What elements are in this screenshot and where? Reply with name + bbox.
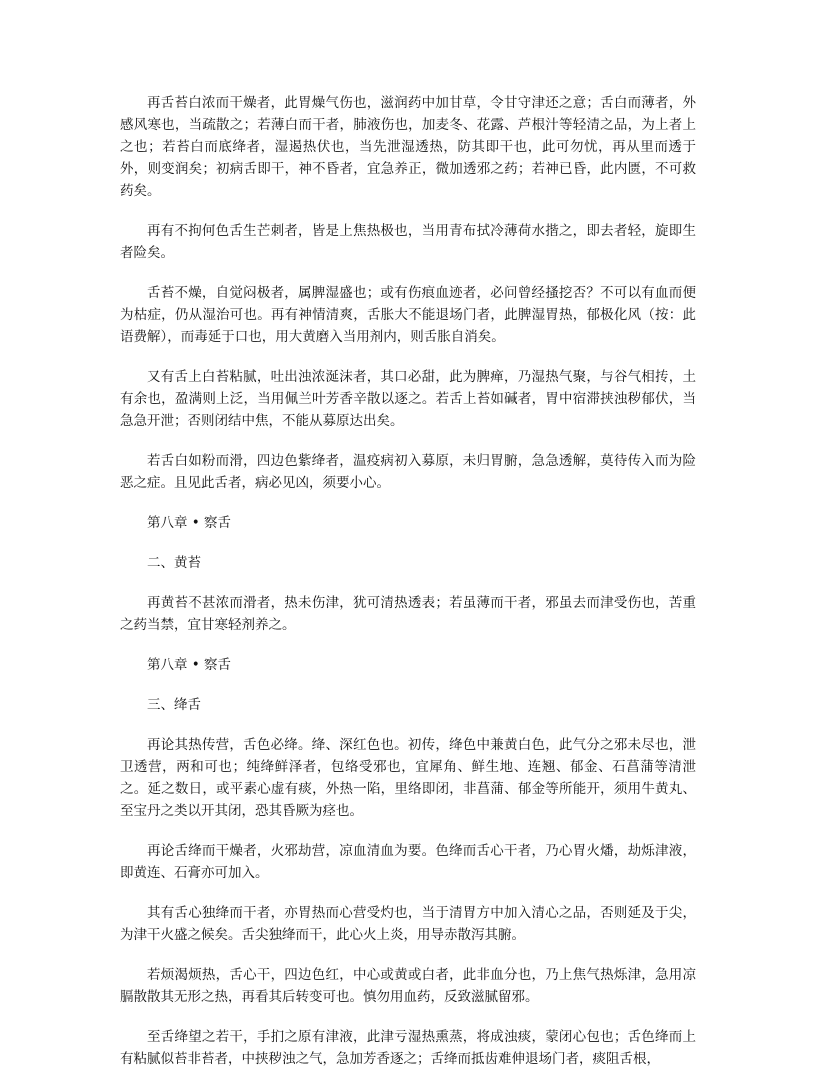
paragraph-sticky-white-coating: 又有舌上白苔粘腻，吐出浊浓涎沫者，其口必甜，此为脾瘅，乃湿热气聚，与谷气相抟，土有余也，盈满则上泛，当用佩兰叶芳香辛散以逐之。若舌上苔如碱者，胃中宿滞挟浊秽郁伏，当急急开泄；否则闭结中焦，不能从募原达出矣。 [120,369,696,429]
paragraph-white-coating-dry: 再舌苔白浓而干燥者，此胃燥气伤也，滋润药中加甘草，令甘守津还之意；舌白而薄者，外感风寒也，当疏散之；若薄白而干者，肺液伤也，加麦冬、花露、芦根汁等轻清之品，为上者上之也；若苔白而底绛者，湿遏热伏也，当先泄湿透热，防其即干也，此可勿忧，再从里而透于外，则变润矣；初病舌即干，神不昏者，宜急养正，微加透邪之药；若神已昏，此内匮，不可救药矣。 [120,95,696,199]
paragraph-crimson-center-dry: 其有舌心独绛而干者，亦胃热而心营受灼也，当于清胃方中加入清心之品，否则延及于尖，为津干火盛之候矣。舌尖独绛而干，此心火上炎，用导赤散泻其腑。 [120,905,696,943]
paragraph-heat-transmits-nutrient: 再论其热传营，舌色必绛。绛、深红色也。初传，绛色中兼黄白色，此气分之邪未尽也，泄卫透营，两和可也；纯绛鲜泽者，包络受邪也，宜犀角、鲜生地、连翘、郁金、石菖蒲等清泄之。延之数日，或平素心虚有痰，外热一陷，里络即闭，非菖蒲、郁金等所能开，须用牛黄丸、至宝丹之类以开其闭，恐其昏厥为痉也。 [120,737,696,819]
section-heading-crimson-tongue: 三、绛舌 [147,697,201,713]
paragraph-not-dry-coating: 舌苔不燥，自觉闷极者，属脾湿盛也；或有伤痕血迹者，必问曾经搔挖否？不可以有血而便为枯症，仍从湿治可也。再有神情清爽，舌胀大不能退场门者，此脾湿胃热，郁极化风（按：此语费解），而毒延于口也，用大黄磨入当用剂内，则舌胀自消矣。 [120,285,696,345]
paragraph-crimson-dry: 再论舌绛而干燥者，火邪劫营，凉血清血为要。色绛而舌心干者，乃心胃火燔，劫烁津液，即黄连、石膏亦可加入。 [120,843,696,881]
document-page [120,92,696,1088]
paragraph-prickled-tongue: 再有不拘何色舌生芒刺者，皆是上焦热极也，当用青布拭冷薄荷水揩之，即去者轻，旋即生者险矣。 [120,223,696,261]
paragraph-yellow-coating: 再黄苔不甚浓而滑者，热未伤津，犹可清热透表；若虽薄而干者，邪虽去而津受伤也，苦重之药当禁，宜甘寒轻剂养之。 [120,595,696,633]
paragraph-crimson-seems-dry: 至舌绛望之若干，手扪之原有津液，此津亏湿热熏蒸，将成浊痰，蒙闭心包也；舌色绛而上有粘腻似苔非苔者，中挟秽浊之气，急加芳香逐之；舌绛而抵齿难伸退场门者，痰阻舌根， [120,1029,696,1067]
paragraph-vexation-thirst: 若烦渴烦热，舌心干，四边色红，中心或黄或白者，此非血分也，乃上焦气热烁津，急用凉膈散散其无形之热，再看其后转变可也。慎勿用血药，反致滋腻留邪。 [120,967,696,1005]
chapter-heading: 第八章 • 察舌 [147,515,232,531]
chapter-heading: 第八章 • 察舌 [147,657,232,673]
paragraph-powder-white-coating: 若舌白如粉而滑，四边色紫绛者，温疫病初入募原，未归胃腑，急急透解，莫待传入而为险恶之症。且见此舌者，病必见凶，须要小心。 [120,453,696,491]
section-heading-yellow-coating: 二、黄苔 [147,555,201,571]
